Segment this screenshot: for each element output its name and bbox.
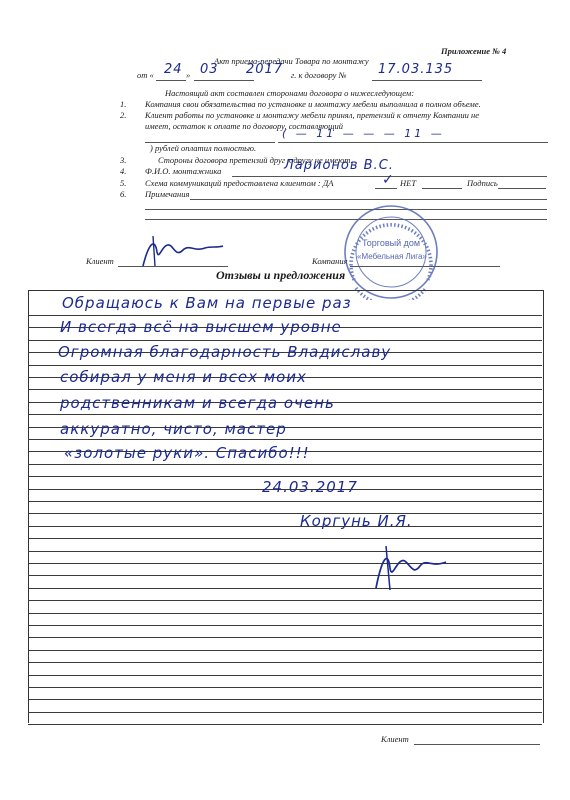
intro-text: Настоящий акт составлен сторонами договора о нижеследующем: bbox=[165, 88, 415, 98]
stamp-line2: «Мебельная Лига» bbox=[357, 252, 427, 261]
footer-client-label: Клиент bbox=[381, 734, 409, 744]
review-line-3: Огромная благодарность Владиславу bbox=[58, 343, 392, 361]
ruled-line bbox=[28, 538, 542, 539]
ruled-line bbox=[28, 526, 542, 527]
item6-number: 6. bbox=[120, 189, 127, 199]
ruled-line bbox=[28, 699, 542, 700]
ruled-line bbox=[28, 315, 542, 316]
review-date: 24.03.2017 bbox=[262, 478, 358, 496]
day-value: 24 bbox=[164, 62, 183, 77]
client-label: Клиент bbox=[86, 256, 114, 266]
item3-number: 3. bbox=[120, 155, 127, 165]
item6-label: Примечания bbox=[145, 189, 190, 199]
client-signature bbox=[135, 232, 225, 272]
ruled-line bbox=[28, 650, 542, 651]
review-line-1: Обращаюсь к Вам на первые раз bbox=[62, 294, 352, 312]
review-author: Коргунь И.Я. bbox=[300, 512, 413, 530]
item2-number: 2. bbox=[120, 110, 127, 120]
no-label: НЕТ bbox=[400, 178, 417, 188]
item4-label: Ф.И.О. монтажника bbox=[145, 166, 222, 176]
review-signature bbox=[370, 540, 450, 596]
ruled-line bbox=[28, 613, 542, 614]
ruled-line bbox=[28, 414, 542, 415]
company-stamp bbox=[326, 200, 456, 300]
item3-text: Стороны договора претензий друг к другу не имеют. bbox=[158, 155, 353, 165]
item2-line3: ) рублей оплатил полностью. bbox=[150, 143, 257, 153]
no-underline bbox=[422, 188, 462, 189]
signature-label: Подпись bbox=[467, 178, 498, 188]
stamp-line1: Торговый дом bbox=[362, 238, 421, 248]
ruled-line bbox=[28, 662, 542, 663]
reviews-heading: Отзывы и предложения bbox=[216, 268, 346, 282]
date-prefix: от « bbox=[137, 70, 154, 80]
item2-line2: имеет, остаток к оплате по договору, составляющий bbox=[145, 121, 344, 131]
review-line-6: аккуратно, чисто, мастер bbox=[60, 420, 287, 438]
month-underline bbox=[194, 80, 254, 81]
installer-name: Ларионов В.С. bbox=[284, 158, 394, 173]
item5-number: 5. bbox=[120, 178, 127, 188]
ruled-line bbox=[28, 637, 542, 638]
contract-text: г. к договору № bbox=[291, 70, 347, 80]
amount-underline-right bbox=[278, 142, 548, 143]
item1-text: Компания свои обязательства по установке и монтажу мебели выполнила в полном объеме. bbox=[145, 99, 481, 109]
sign-underline bbox=[498, 188, 546, 189]
ruled-line bbox=[28, 625, 542, 626]
ruled-line bbox=[28, 389, 542, 390]
ruled-line bbox=[28, 687, 542, 688]
review-line-5: родственникам и всегда очень bbox=[60, 394, 335, 412]
act-title: Акт приема-передачи Товара по монтажу bbox=[214, 56, 369, 66]
month-value: 03 bbox=[200, 62, 219, 77]
review-line-7: «золотые руки». Спасибо!!! bbox=[64, 444, 310, 462]
date-mid: » bbox=[186, 70, 191, 80]
ruled-line bbox=[28, 563, 542, 564]
ruled-line bbox=[28, 588, 542, 589]
ruled-line bbox=[28, 464, 542, 465]
ruled-line bbox=[28, 501, 542, 502]
contract-number: 17.03.135 bbox=[378, 62, 454, 77]
ruled-line bbox=[28, 675, 542, 676]
footer-sign-underline bbox=[414, 744, 540, 745]
contract-underline bbox=[372, 80, 482, 81]
company-label: Компания bbox=[312, 256, 348, 266]
amount-words: ( — 11 — — — 11 — bbox=[282, 127, 445, 140]
day-underline bbox=[156, 80, 186, 81]
ruled-line bbox=[28, 575, 542, 576]
ruled-line bbox=[28, 340, 542, 341]
item4-number: 4. bbox=[120, 166, 127, 176]
yes-checkmark: ✓ bbox=[382, 172, 395, 188]
ruled-line bbox=[28, 712, 542, 713]
yes-underline bbox=[375, 188, 397, 189]
ruled-line bbox=[28, 513, 542, 514]
ruled-line bbox=[28, 600, 542, 601]
review-line-2: И всегда всё на высшем уровне bbox=[60, 318, 342, 336]
year-value: 2017 bbox=[246, 62, 284, 77]
item1-number: 1. bbox=[120, 99, 127, 109]
ruled-line bbox=[28, 365, 542, 366]
appendix-label: Приложение № 4 bbox=[441, 46, 507, 56]
item5-text: Схема коммуникаций предоставлена клиентом : ДА bbox=[145, 178, 334, 188]
ruled-line bbox=[28, 551, 542, 552]
ruled-line bbox=[28, 724, 542, 725]
review-line-4: собирал у меня и всех моих bbox=[60, 368, 307, 386]
ruled-line bbox=[28, 439, 542, 440]
item2-line1: Клиент работы по установке и монтажу мебели принял, претензий к отчету Компании не bbox=[145, 110, 479, 120]
